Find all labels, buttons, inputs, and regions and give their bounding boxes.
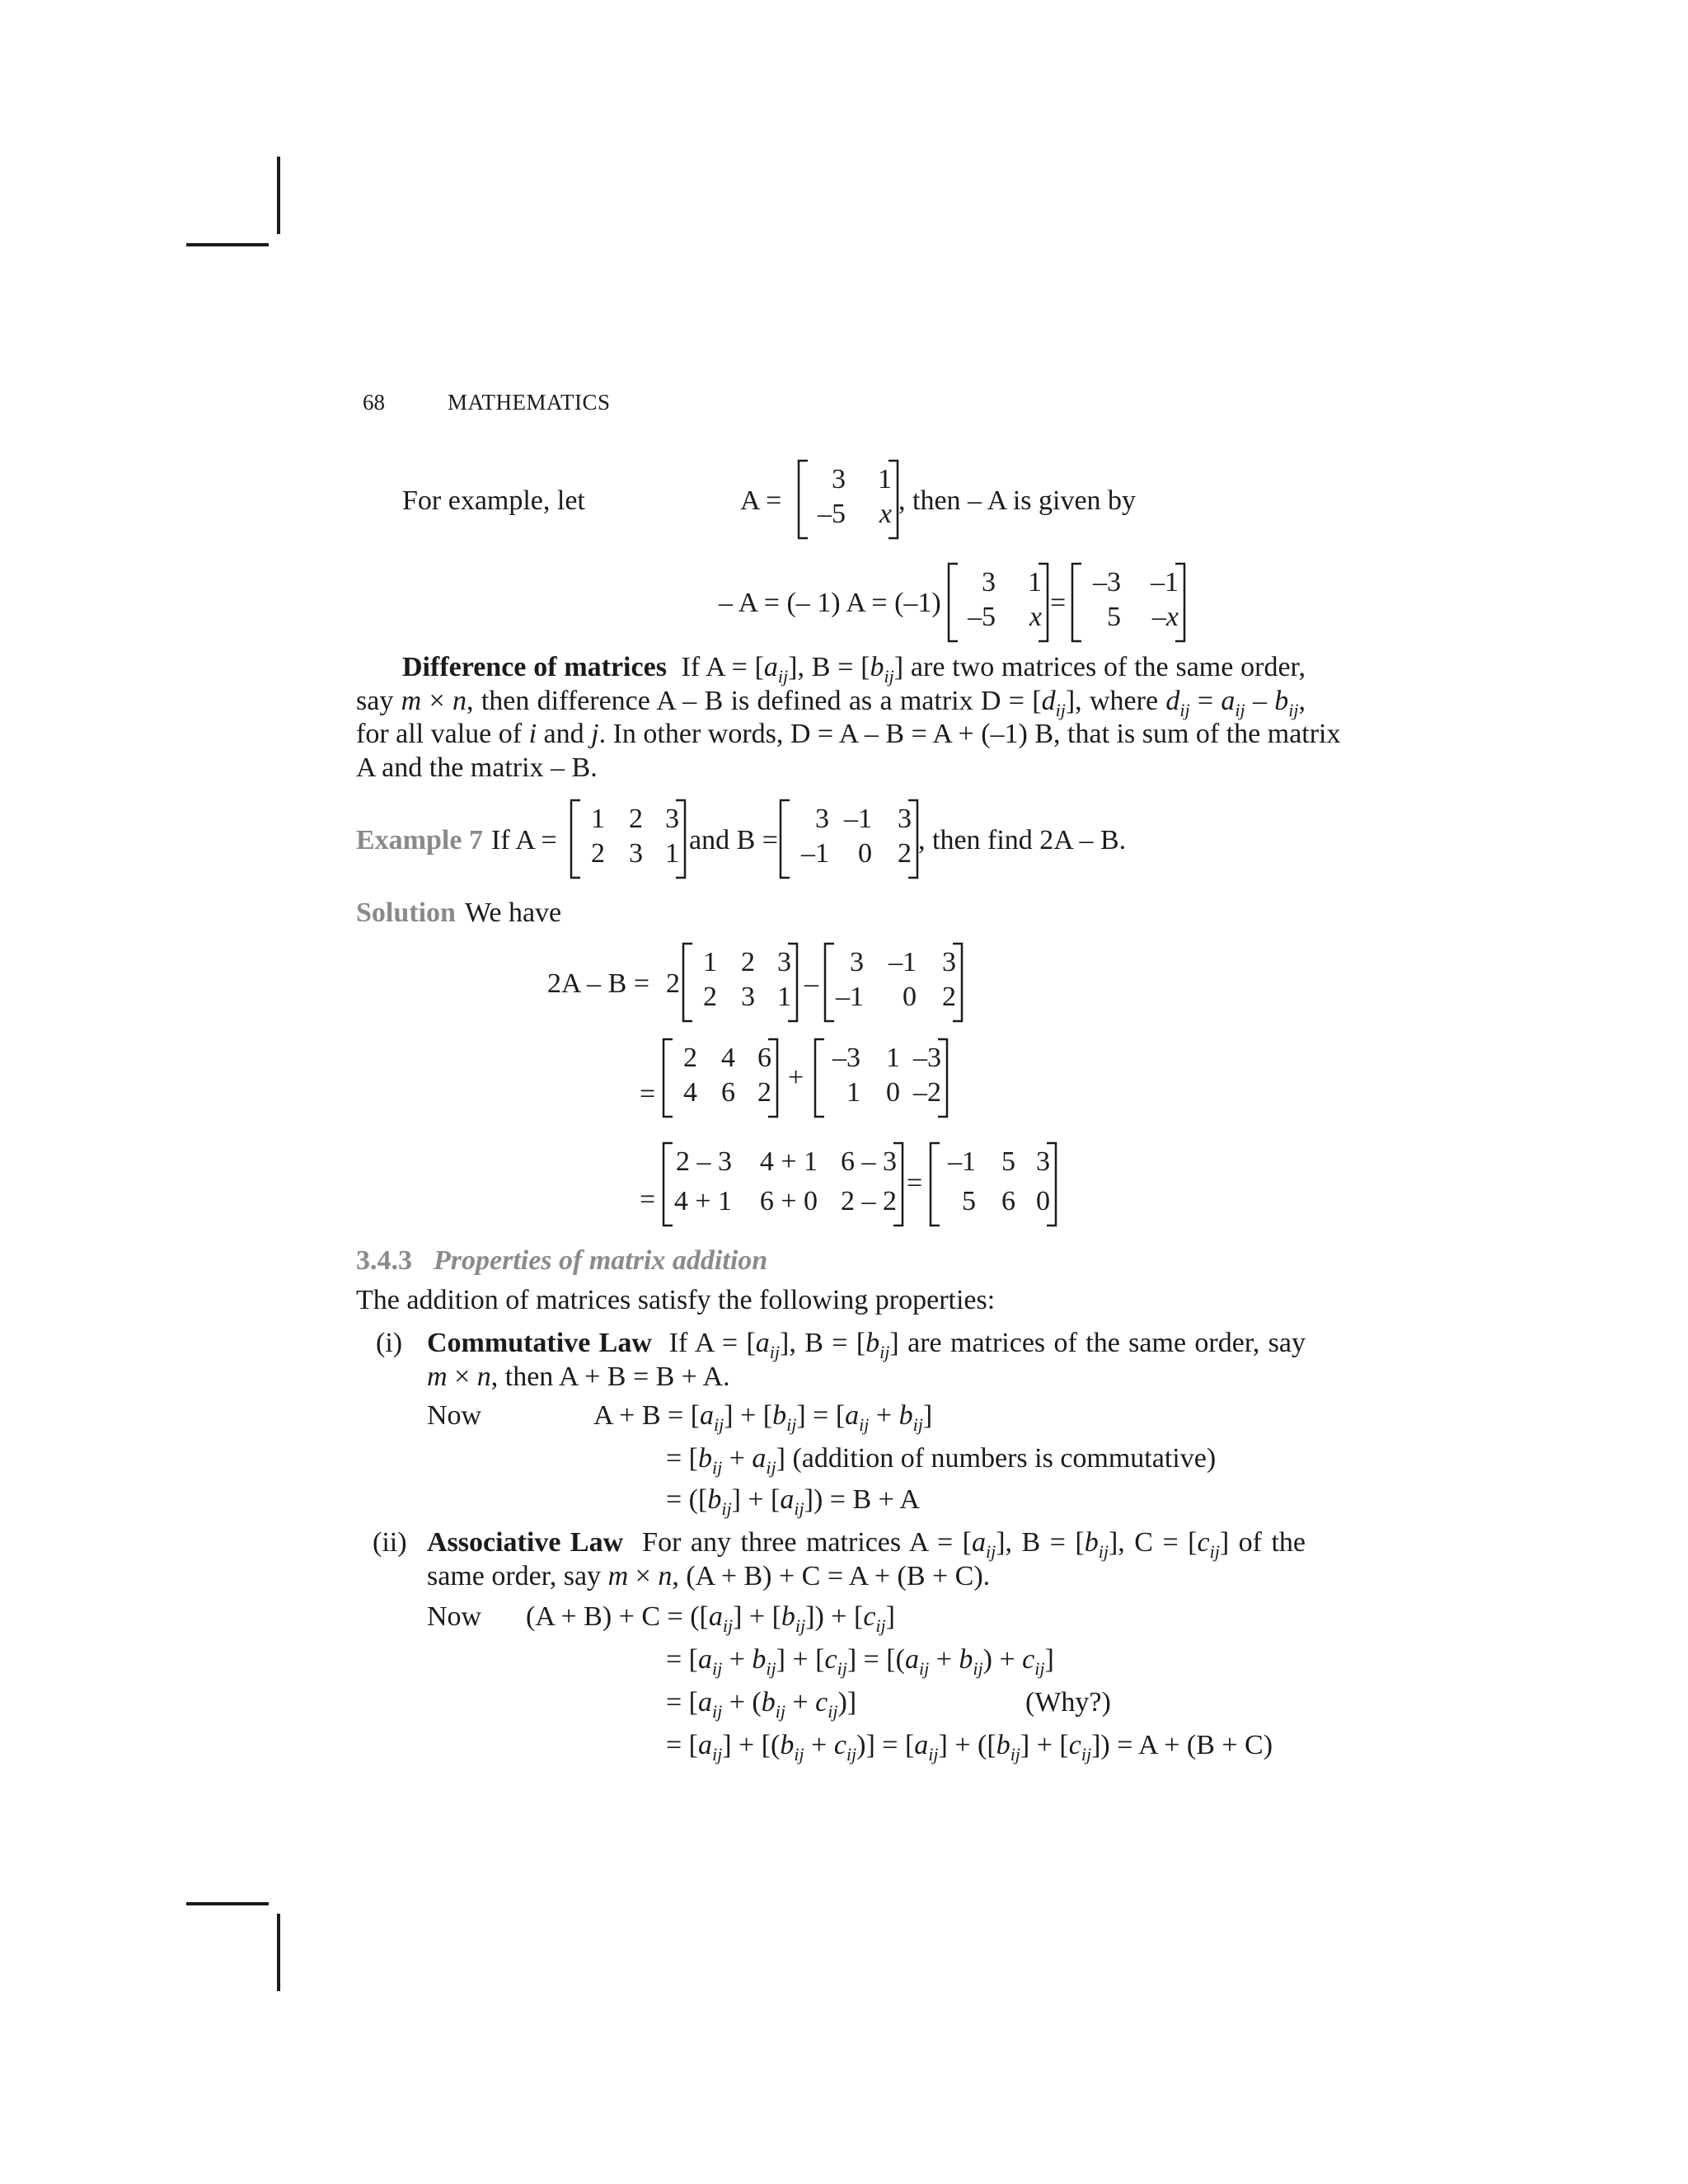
commutative-step-1: $A + B = [a_{ij}] + [b_{ij}] = [a_{ij} + b_{ij}]$: [593, 1400, 933, 1435]
matrix-cell: 1: [1028, 567, 1042, 598]
coefficient-two: 2: [666, 968, 680, 999]
matrix-cell: 2: [703, 982, 717, 1012]
matrix-cell: 1: [846, 1077, 860, 1108]
matrix-cell: 5: [1001, 1146, 1015, 1177]
matrix-cell: 4 + 1: [759, 1146, 818, 1177]
matrix-cell: 2: [591, 838, 605, 869]
matrix-a-label: A =: [740, 485, 782, 516]
matrix-cell: 1: [703, 947, 717, 977]
matrix-cell: 3: [850, 947, 864, 977]
commutative-title: Commutative Law: [427, 1328, 652, 1358]
matrix-cell: 2: [942, 982, 956, 1012]
equals-sign-3: =: [640, 1184, 656, 1215]
matrix-cell: 0: [1036, 1186, 1050, 1216]
matrix-cell: 3: [777, 947, 791, 977]
matrix-cell: –1: [1151, 567, 1179, 598]
equals-sign-4: =: [907, 1168, 923, 1198]
matrix-cell: –3: [913, 1043, 941, 1073]
commutative-step-2: = $[b_{ij} + a_{ij}]$ (addition of numbers is commutative): [666, 1443, 1217, 1478]
left-bracket: [825, 944, 834, 1021]
matrix-cell: 1: [591, 804, 605, 834]
associative-why: (Why?): [1025, 1687, 1111, 1718]
result-matrix: [930, 1142, 1057, 1226]
left-bracket: [781, 800, 790, 878]
example-7-matrix-b: [780, 799, 918, 879]
crop-mark-bottom-vertical: [277, 1914, 280, 1991]
section-number: 3.4.3: [356, 1245, 412, 1276]
matrix-cell: –1: [836, 982, 864, 1012]
matrix-cell: 4: [721, 1043, 735, 1073]
solution-label: Solution: [356, 898, 456, 928]
matrix-cell: 6: [721, 1077, 735, 1108]
commutative-number: (i): [376, 1328, 403, 1358]
neg-a-lhs: – A = (– 1) A = (–1): [719, 588, 941, 618]
matrix-cell: x: [1029, 602, 1042, 632]
example-intro: For example, let: [402, 485, 585, 516]
equals-sign-2: =: [640, 1079, 656, 1109]
difference-heading: Difference of matrices: [402, 652, 667, 682]
associative-step-2: = $[a_{ij} + b_{ij}] + [c_{ij}] = [(a_{ij} + b_{ij}) + c_{ij}]$: [666, 1644, 1054, 1679]
example-7-if: If A =: [491, 825, 557, 855]
crop-mark-top-horizontal: [186, 243, 269, 246]
associative-step-4: = $[a_{ij}] + [(b_{ij} + c_{ij})] = [a_{ij}] + ([b_{ij}] + [c_{ij}]) = A + (B + C)$: [666, 1730, 1273, 1765]
neg-a-source-matrix: [948, 563, 1048, 642]
matrix-cell: 1: [665, 838, 679, 869]
matrix-cell: –1: [948, 1146, 976, 1177]
left-bracket: [931, 1143, 940, 1226]
matrix-cell: 4 + 1: [673, 1186, 732, 1216]
minus-sign: –: [804, 968, 818, 999]
left-bracket: [663, 1039, 673, 1117]
matrix-cell: 2: [683, 1043, 697, 1073]
matrix-cell: –3: [832, 1043, 860, 1073]
matrix-cell: 3: [982, 567, 996, 598]
matrix-cell: 3: [629, 838, 643, 869]
matrix-cell: 2: [629, 804, 643, 834]
matrix-sum-expressions: [663, 1142, 903, 1226]
left-bracket: [683, 944, 692, 1021]
associative-now: Now: [427, 1601, 482, 1632]
matrix-cell: –x: [1151, 602, 1179, 632]
associative-number: (ii): [373, 1527, 407, 1558]
matrix-cell: –5: [818, 499, 846, 529]
matrix-cell: 3: [1036, 1146, 1050, 1177]
matrix-cell: 2: [898, 838, 912, 869]
matrix-cell: 6 + 0: [759, 1186, 818, 1216]
solution-matrix-b: [824, 943, 963, 1022]
crop-mark-top-vertical: [277, 157, 280, 234]
matrix-cell: 2 – 3: [676, 1146, 732, 1177]
matrix-cell: 3: [898, 804, 912, 834]
matrix-cell: 0: [858, 838, 872, 869]
matrix-two-a: [663, 1038, 778, 1118]
left-bracket: [663, 1143, 673, 1226]
matrix-cell: 3: [741, 982, 755, 1012]
associative-step-1: $(A + B) + C = ([a_{ij}] + [b_{ij}]) + [c_{ij}]$: [526, 1601, 895, 1636]
matrix-cell: 2: [757, 1077, 771, 1108]
left-bracket: [571, 800, 580, 878]
difference-paragraph: Difference of matrices If $A = [a_{ij}]$, $B = [b_{ij}]$ are two matrices of the same order, say m × n, then difference A – B is defined as a matrix $D = [d_{ij}]$, where $d_{ij} = a_{ij} - b_{ij}$, for all value of i and j. In other words, D = A – B = A + (–1) B, that is sum of the matrix A and the matrix – B.: [356, 652, 1341, 783]
matrix-cell: 3: [942, 947, 956, 977]
matrix-cell: –2: [913, 1077, 941, 1108]
example-7-find: , then find 2A – B.: [918, 825, 1127, 855]
matrix-a: [798, 460, 898, 539]
matrix-cell: –1: [889, 947, 917, 977]
crop-mark-bottom-horizontal: [186, 1902, 269, 1905]
matrix-neg-b: [814, 1038, 948, 1118]
matrix-cell: 6 – 3: [841, 1146, 897, 1177]
matrix-cell: 2 – 2: [841, 1186, 897, 1216]
matrix-cell: 1: [777, 982, 791, 1012]
plus-sign: +: [788, 1062, 804, 1093]
matrix-cell: 5: [962, 1186, 976, 1216]
section-intro: The addition of matrices satisfy the following properties:: [356, 1285, 996, 1315]
equals-sign: =: [1050, 588, 1067, 618]
example-7-label: Example 7: [356, 825, 483, 855]
matrix-cell: –1: [844, 804, 872, 834]
left-bracket: [1072, 564, 1081, 641]
matrix-cell: 3: [832, 464, 846, 494]
left-bracket: [949, 564, 958, 641]
matrix-cell: 1: [878, 464, 892, 494]
section-title: Properties of matrix addition: [434, 1245, 768, 1276]
solution-matrix-a: [682, 943, 798, 1022]
matrix-cell: –5: [968, 602, 996, 632]
associative-title: Associative Law: [427, 1527, 624, 1558]
matrix-cell: 2: [741, 947, 755, 977]
commutative-step-3: = $([b_{ij}] + [a_{ij}]) = B + A$: [666, 1484, 920, 1519]
matrix-cell: 5: [1107, 602, 1121, 632]
matrix-cell: 0: [903, 982, 917, 1012]
matrix-cell: 6: [757, 1043, 771, 1073]
matrix-cell: 0: [886, 1077, 900, 1108]
matrix-cell: –1: [801, 838, 829, 869]
associative-step-3: = $[a_{ij} + (b_{ij} + c_{ij})]$: [666, 1687, 857, 1722]
commutative-now: Now: [427, 1400, 482, 1431]
left-bracket: [799, 461, 808, 538]
example-7-matrix-a: [570, 799, 686, 879]
left-bracket: [815, 1039, 824, 1117]
matrix-cell: 3: [665, 804, 679, 834]
page-number: 68: [363, 390, 385, 415]
matrix-cell: x: [879, 499, 892, 529]
matrix-cell: 1: [886, 1043, 900, 1073]
running-head: MATHEMATICS: [448, 390, 611, 415]
matrix-cell: 6: [1001, 1186, 1015, 1216]
matrix-cell: 4: [683, 1077, 697, 1108]
then-neg-a-text: , then – A is given by: [898, 485, 1137, 516]
matrix-cell: 3: [815, 804, 829, 834]
associative-paragraph: Associative Law For any three matrices $A = [a_{ij}]$, $B = [b_{ij}]$, $C = [c_{ij}]$ of the same order, say m × n, (A + B) + C = A + (B + C).: [427, 1527, 1306, 1591]
solution-text: We have: [465, 898, 562, 928]
example-7-and: and B =: [689, 825, 778, 855]
matrix-cell: –3: [1093, 567, 1121, 598]
neg-a-result-matrix: [1071, 563, 1185, 642]
two-a-minus-b-lhs: 2A – B =: [547, 968, 650, 999]
commutative-paragraph: Commutative Law If $A = [a_{ij}]$, $B = [b_{ij}]$ are matrices of the same order, say m × n, then A + B = B + A.: [427, 1328, 1306, 1392]
